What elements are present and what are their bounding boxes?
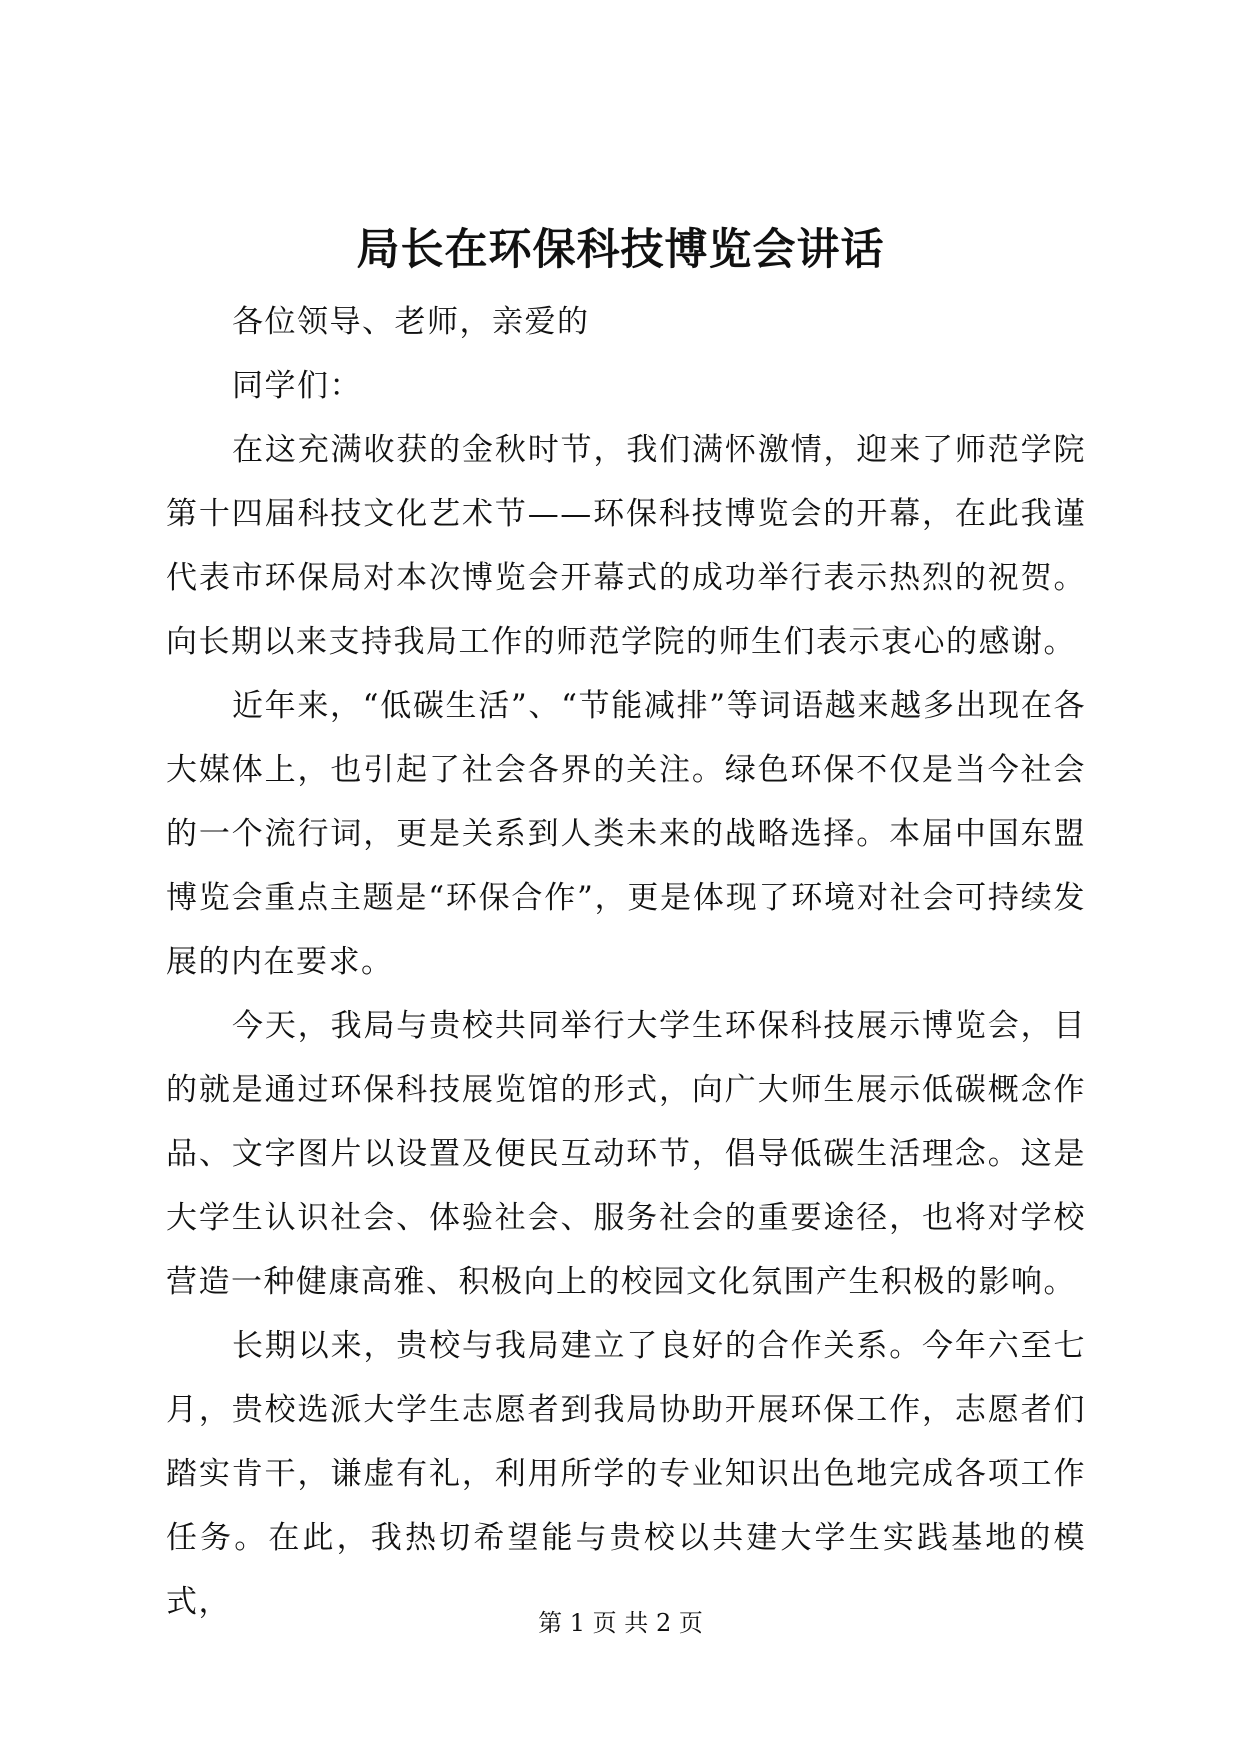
- greeting-line-continued: 同学们：: [232, 368, 362, 404]
- paragraph-opening: 在这充满收获的金秋时节，我们满怀激情，迎来了师范学院第十四届科技文化艺术节——环保科技博览会的开幕，在此我谨代表市环保局对本次博览会开幕式的成功举行表示热烈的祝贺。向长期以来支持我局工作的师范学院的师生们表示衷心的感谢。: [166, 432, 1086, 660]
- document-title: 局长在环保科技博览会讲话: [356, 225, 885, 275]
- paragraph-exhibition: 今天，我局与贵校共同举行大学生环保科技展示博览会，目的就是通过环保科技展览馆的形式，向广大师生展示低碳概念作品、文字图片以设置及便民互动环节，倡导低碳生活理念。这是大学生认识社会、体验社会、服务社会的重要途径，也将对学校营造一种健康高雅、积极向上的校园文化氛围产生积极的影响。: [166, 1008, 1086, 1300]
- document-body: [166, 290, 1086, 1634]
- page-number-footer: 第 1 页 共 2 页: [538, 1609, 703, 1637]
- paragraph-low-carbon: 近年来，“低碳生活”、“节能减排”等词语越来越多出现在各大媒体上，也引起了社会各界的关注。绿色环保不仅是当今社会的一个流行词，更是关系到人类未来的战略选择。本届中国东盟博览会重点主题是“环保合作”，更是体现了环境对社会可持续发展的内在要求。: [166, 688, 1086, 980]
- greeting-line: 各位领导、老师，亲爱的: [232, 304, 590, 340]
- paragraph-cooperation: 长期以来，贵校与我局建立了良好的合作关系。今年六至七月，贵校选派大学生志愿者到我局协助开展环保工作，志愿者们踏实肯干，谦虚有礼，利用所学的专业知识出色地完成各项工作任务。在此，我热切希望能与贵校以共建大学生实践基地的模式，: [166, 1328, 1086, 1620]
